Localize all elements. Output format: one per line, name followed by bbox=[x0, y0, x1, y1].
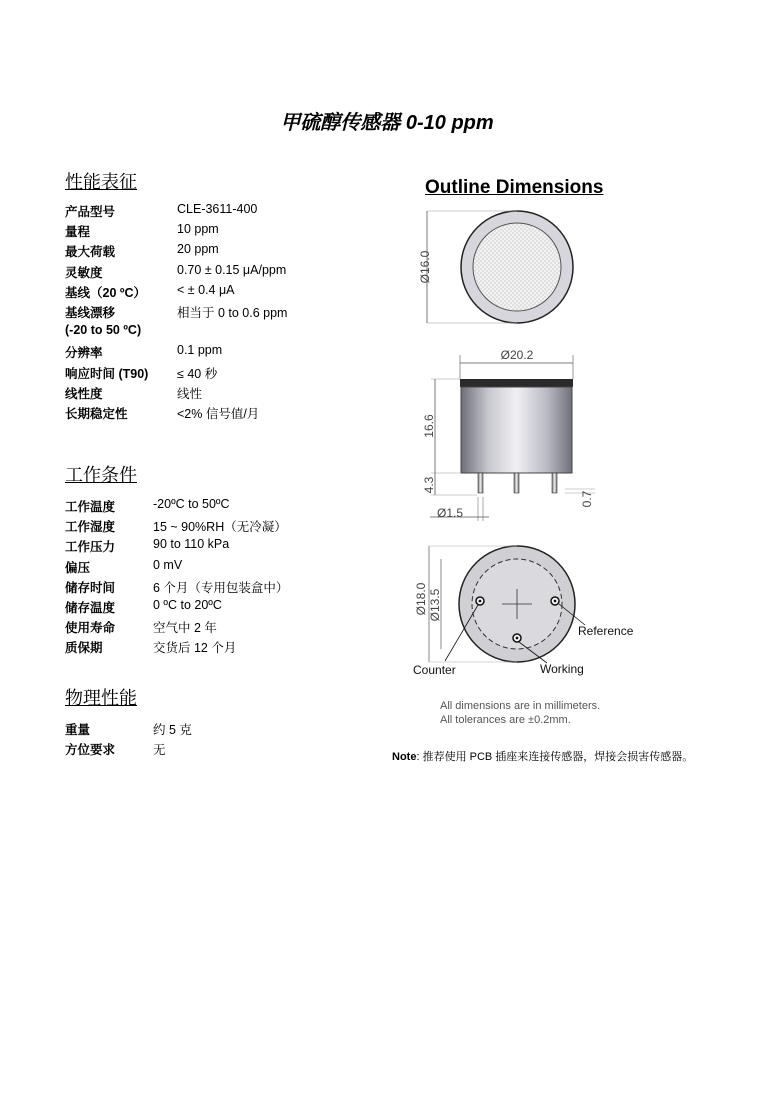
spec-value: 0 ºC to 20ºC bbox=[153, 598, 222, 612]
spec-value: 10 ppm bbox=[177, 222, 219, 237]
spec-label: 工作压力 bbox=[65, 540, 116, 555]
spec-label: 方位要求 bbox=[65, 743, 116, 758]
spec-label: 产品型号 bbox=[65, 205, 116, 219]
spec-value: 相当于 0 to 0.6 ppm bbox=[177, 306, 288, 320]
dim-pin-diameter: Ø1.5 bbox=[436, 506, 464, 520]
physical-heading: 物理性能 bbox=[65, 688, 137, 708]
spec-value: 6 个月（专用包装盒中） bbox=[153, 580, 289, 595]
spec-label: 线性度 bbox=[65, 386, 103, 401]
dimension-note-tolerance: All tolerances are ±0.2mm. bbox=[440, 714, 571, 726]
spec-label: 工作湿度 bbox=[65, 520, 116, 535]
spec-label: 基线（20 ºC） bbox=[65, 285, 146, 300]
spec-label: 长期稳定性 bbox=[65, 407, 128, 421]
spec-value: -20ºC to 50ºC bbox=[153, 497, 230, 511]
dimension-note-units: All dimensions are in millimeters. bbox=[440, 700, 601, 712]
label-counter: Counter bbox=[413, 663, 456, 677]
dim-top-diameter: Ø16.0 bbox=[418, 250, 432, 284]
spec-value: 20 ppm bbox=[177, 242, 219, 257]
installation-note bbox=[392, 748, 693, 764]
note-text: : 推荐使用 PCB 插座来连接传感器，焊接会损害传感器。 bbox=[416, 751, 694, 763]
page-title: 甲硫醇传感器 0-10 ppm bbox=[280, 112, 494, 134]
spec-label: 分辨率 bbox=[65, 346, 103, 361]
outline-dimensions-heading: Outline Dimensions bbox=[425, 177, 604, 198]
dim-pin-tip: 0.7 bbox=[580, 490, 594, 508]
spec-value: CLE-3611-400 bbox=[177, 202, 258, 216]
side-view bbox=[422, 348, 595, 521]
spec-value: 空气中 2 年 bbox=[153, 621, 217, 636]
top-view bbox=[418, 211, 573, 323]
spec-label: 工作温度 bbox=[65, 500, 116, 514]
bottom-view bbox=[413, 546, 634, 677]
spec-label: 最大荷载 bbox=[65, 245, 116, 260]
spec-label: 使用寿命 bbox=[65, 621, 116, 636]
spec-value: 0 mV bbox=[153, 557, 183, 572]
spec-value: 线性 bbox=[177, 386, 203, 401]
spec-label: 灵敏度 bbox=[65, 265, 103, 280]
spec-label: 储存温度 bbox=[65, 601, 116, 615]
dimension-notes bbox=[440, 699, 600, 727]
dim-pin-length: 4.3 bbox=[422, 476, 436, 494]
spec-value: 0.70 ± 0.15 μA/ppm bbox=[177, 262, 287, 277]
dim-bottom-outer: Ø18.0 bbox=[414, 582, 428, 616]
note-prefix: Note bbox=[392, 751, 417, 763]
spec-value: ≤ 40 秒 bbox=[177, 366, 218, 381]
dim-height: 16.6 bbox=[422, 414, 436, 438]
spec-label: 质保期 bbox=[65, 641, 103, 656]
spec-value: 15 ~ 90%RH（无冷凝） bbox=[153, 520, 287, 535]
spec-label: (-20 to 50 ºC) bbox=[65, 323, 142, 338]
spec-label: 响应时间 (T90) bbox=[65, 366, 149, 381]
spec-value: <2% 信号值/月 bbox=[177, 407, 260, 421]
spec-value: 交货后 12 个月 bbox=[153, 641, 237, 656]
spec-label: 基线漂移 bbox=[65, 306, 116, 320]
spec-value: 无 bbox=[153, 743, 166, 758]
spec-value: 0.1 ppm bbox=[177, 343, 223, 358]
label-reference: Reference bbox=[578, 624, 634, 638]
spec-label: 储存时间 bbox=[65, 580, 116, 595]
spec-label: 重量 bbox=[65, 723, 91, 737]
outline-drawing bbox=[405, 205, 665, 695]
label-working: Working bbox=[540, 662, 584, 676]
spec-value: 90 to 110 kPa bbox=[153, 537, 230, 552]
dim-body-diameter: Ø20.2 bbox=[500, 348, 534, 362]
spec-value: 约 5 克 bbox=[153, 723, 192, 737]
spec-value: < ± 0.4 μA bbox=[177, 282, 235, 297]
spec-label: 量程 bbox=[65, 225, 91, 240]
dim-bottom-inner: Ø13.5 bbox=[428, 588, 442, 622]
spec-label: 偏压 bbox=[65, 560, 91, 575]
conditions-heading: 工作条件 bbox=[65, 465, 137, 485]
performance-heading: 性能表征 bbox=[65, 172, 137, 192]
